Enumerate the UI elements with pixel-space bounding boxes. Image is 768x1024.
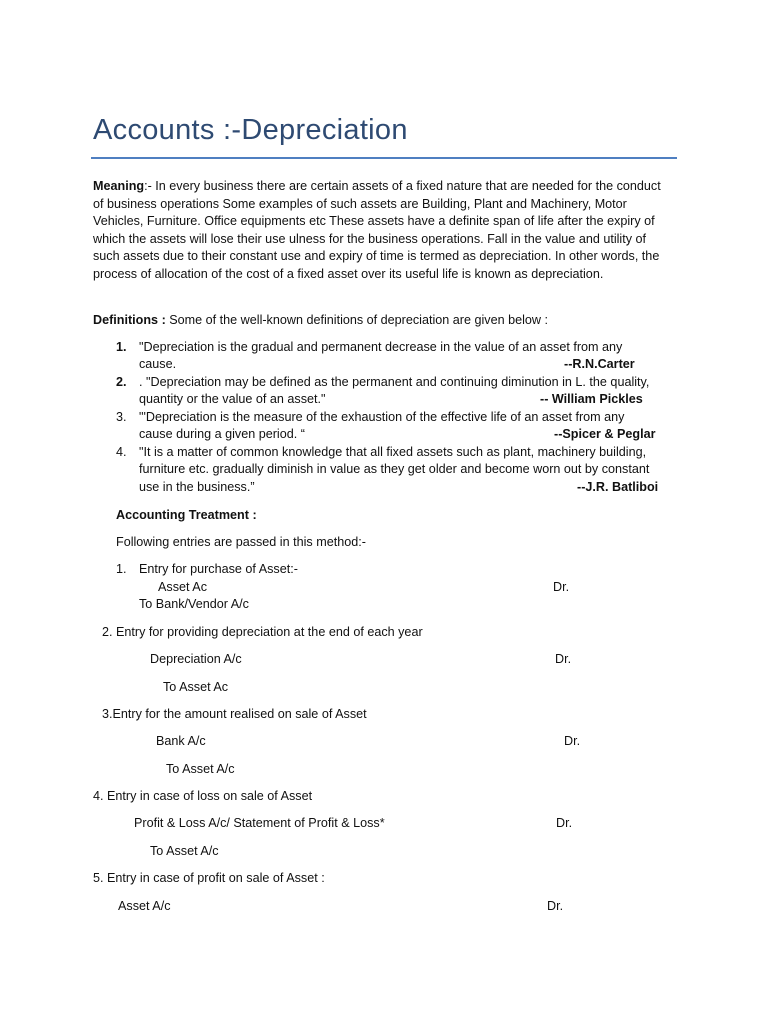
meaning-paragraph xyxy=(93,178,673,283)
entry-credit: To Bank/Vendor A/c xyxy=(139,597,249,611)
definition-number: 2. xyxy=(116,375,127,389)
title-underline xyxy=(91,157,677,159)
entry-credit: To Asset A/c xyxy=(166,762,235,776)
definition-author: --J.R. Batliboi xyxy=(577,480,659,494)
entry-dr: Dr. xyxy=(553,580,570,594)
definition-line: quantity or the value of an asset." xyxy=(139,392,326,406)
definition-author: -- William Pickles xyxy=(540,392,643,406)
page-title: Accounts :-Depreciation xyxy=(93,114,408,146)
definition-line: . "Depreciation may be defined as the permanent and continuing diminution in L. the quality, xyxy=(139,375,650,389)
definition-number: 3. xyxy=(116,410,127,424)
definition-line: "It is a matter of common knowledge that all fixed assets such as plant, machinery building, xyxy=(139,445,647,459)
entry-dr: Dr. xyxy=(547,899,564,913)
definitions-intro xyxy=(93,312,548,330)
meaning-label: Meaning xyxy=(93,179,145,193)
entry-dr: Dr. xyxy=(564,734,581,748)
entry-debit: Asset Ac xyxy=(158,580,207,594)
entry-title: Entry for purchase of Asset:- xyxy=(139,562,298,576)
entry-credit: To Asset A/c xyxy=(150,844,219,858)
entry-title: 5. Entry in case of profit on sale of Asset : xyxy=(93,871,325,885)
definition-line: "'Depreciation is the measure of the exhaustion of the effective life of an asset from any xyxy=(139,410,625,424)
definitions-label: Definitions : xyxy=(93,313,166,327)
definition-author: --R.N.Carter xyxy=(564,357,635,371)
entry-dr: Dr. xyxy=(556,816,573,830)
meaning-text: :- In every business there are certain assets of a fixed nature that are needed for the conduct of business operations Some examples of such assets are Building, Plant and Machinery, Motor Vehicles, Furniture. Office equipments etc These assets have a definite span of life after the expiry of which the assets will lose their use ulness for the business operations. Fall in the value and utility of such assets due to their constant use and expiry of time is termed as depreciation. In other words, the process of allocation of the cost of a fixed asset over its useful life is known as depreciation. xyxy=(93,179,661,281)
definition-line: furniture etc. gradually diminish in value as they get older and become worn out by constant xyxy=(139,462,650,476)
entry-dr: Dr. xyxy=(555,652,572,666)
definitions-intro-text: Some of the well-known definitions of depreciation are given below : xyxy=(165,313,548,327)
definition-number: 4. xyxy=(116,445,127,459)
definition-number: 1. xyxy=(116,340,127,354)
entry-number: 1. xyxy=(116,562,127,576)
entry-title: 4. Entry in case of loss on sale of Asset xyxy=(93,789,313,803)
definition-author: --Spicer & Peglar xyxy=(554,427,656,441)
entry-title: 2. Entry for providing depreciation at the end of each year xyxy=(102,625,423,639)
definition-line: cause during a given period. “ xyxy=(139,427,305,441)
entry-credit: To Asset Ac xyxy=(163,680,229,694)
entry-debit: Profit & Loss A/c/ Statement of Profit & Loss* xyxy=(134,816,385,830)
entry-debit: Depreciation A/c xyxy=(150,652,242,666)
definition-line: use in the business.” xyxy=(139,480,255,494)
accounting-treatment-heading: Accounting Treatment : xyxy=(116,508,257,522)
entry-debit: Asset A/c xyxy=(118,899,171,913)
treatment-intro: Following entries are passed in this method:- xyxy=(116,535,366,549)
definition-line: "Depreciation is the gradual and permanent decrease in the value of an asset from any xyxy=(139,340,623,354)
entry-title: 3.Entry for the amount realised on sale of Asset xyxy=(102,707,367,721)
entry-debit: Bank A/c xyxy=(156,734,206,748)
definition-line: cause. xyxy=(139,357,177,371)
